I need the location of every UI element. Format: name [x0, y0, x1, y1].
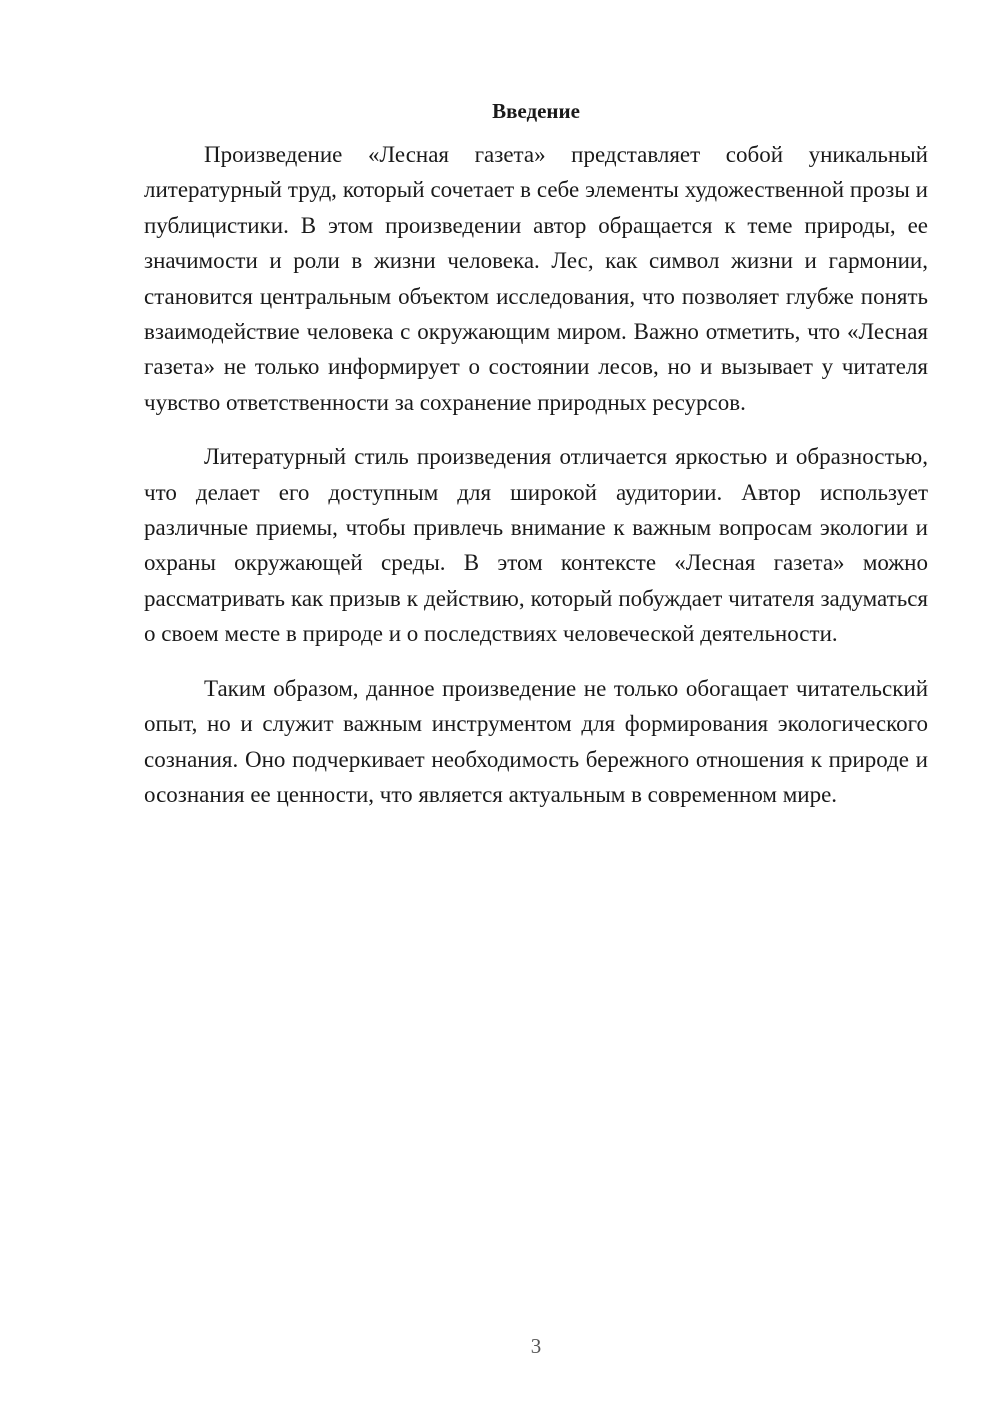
- paragraph-2: Литературный стиль произведения отличается яркостью и образностью, что делает его доступным для широкой аудитории. Автор использует различные приемы, чтобы привлечь внимание к важным вопросам экологии и охраны окружающей среды. В этом контексте «Лесная газета» можно рассматривать как призыв к действию, который побуждает читателя задуматься о своем месте в природе и о последствиях человеческой деятельности.: [144, 444, 928, 647]
- paragraph-3: Таким образом, данное произведение не только обогащает читательский опыт, но и служит важным инструментом для формирования экологического сознания. Оно подчеркивает необходимость бережного отношения к природе и осознания ее ценности, что является актуальным в современном мире.: [144, 675, 928, 807]
- page-number: 3: [530, 1334, 542, 1358]
- paragraph-1: Произведение «Лесная газета» представляет собой уникальный литературный труд, который сочетает в себе элементы художественной прозы и публицистики. В этом произведении автор обращается к теме природы, ее значимости и роли в жизни человека. Лес, как символ жизни и гармонии, становится центральным объектом исследования, что позволяет глубже понять взаимодействие человека с окружающим миром. Важно отметить, что «Лесная газета» не только информирует о состоянии лесов, но и вызывает у читателя чувство ответственности за сохранение природных ресурсов.: [144, 142, 928, 415]
- page-content: [144, 96, 928, 831]
- section-heading: Введение: [492, 99, 580, 123]
